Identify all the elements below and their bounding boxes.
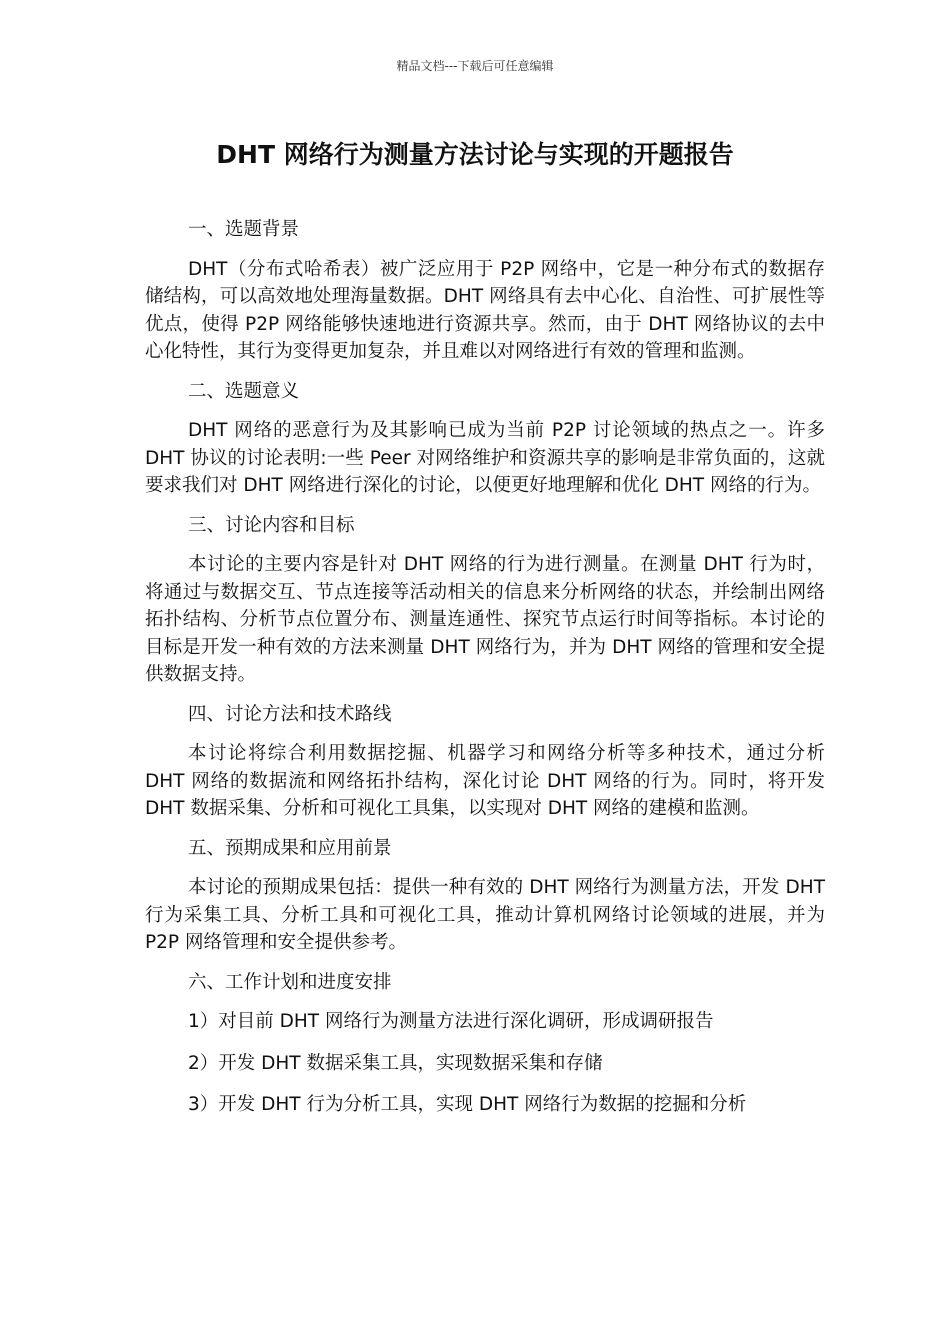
section-paragraph: 本讨论将综合利用数据挖掘、机器学习和网络分析等多种技术，通过分析 DHT 网络的数据流和网络拓扑结构，深化讨论 DHT 网络的行为。同时，将开发 DHT 数据采集、分析和可视化工具集，以实现对 DHT 网络的建模和监测。 xyxy=(145,743,825,819)
plan-item: 3）开发 DHT 行为分析工具，实现 DHT 网络行为数据的挖掘和分析 xyxy=(188,1094,747,1115)
section-heading: 五、预期成果和应用前景 xyxy=(188,837,392,859)
section-background xyxy=(145,216,825,366)
plan-item: 2）开发 DHT 数据采集工具，实现数据采集和存储 xyxy=(188,1052,603,1074)
section-heading: 六、工作计划和进度安排 xyxy=(188,971,392,993)
section-work-plan xyxy=(145,969,825,1119)
section-paragraph: 本讨论的主要内容是针对 DHT 网络的行为进行测量。在测量 DHT 行为时，将通过与数据交互、节点连接等活动相关的信息来分析网络的状态，并绘制出网络拓扑结构、分析节点位置分布、测量连通性、探究节点运行时间等指标。本讨论的目标是开发一种有效的方法来测量 DHT 网络行为，并为 DHT 网络的管理和安全提供数据支持。 xyxy=(145,554,825,685)
section-paragraph: 本讨论的预期成果包括：提供一种有效的 DHT 网络行为测量方法，开发 DHT 行为采集工具、分析工具和可视化工具，推动计算机网络讨论领域的进展，并为 P2P 网络管理和安全提供参考。 xyxy=(145,877,825,953)
document-title: DHT 网络行为测量方法讨论与实现的开题报告 xyxy=(216,140,734,169)
plan-item: 1）对目前 DHT 网络行为测量方法进行深化调研，形成调研报告 xyxy=(188,1011,714,1032)
document-body xyxy=(145,216,825,1133)
section-heading: 三、讨论内容和目标 xyxy=(188,514,355,536)
section-paragraph: DHT（分布式哈希表）被广泛应用于 P2P 网络中，它是一种分布式的数据存储结构，可以高效地处理海量数据。DHT 网络具有去中心化、自治性、可扩展性等优点，使得 P2P 网络能够快速地进行资源共享。然而，由于 DHT 网络协议的去中心化特性，其行为变得更加复杂，并且难以对网络进行有效的管理和监测。 xyxy=(145,258,825,362)
section-content-goals xyxy=(145,512,825,689)
section-methods xyxy=(145,701,825,823)
section-heading: 四、讨论方法和技术路线 xyxy=(188,703,392,725)
section-significance xyxy=(145,378,825,500)
section-heading: 二、选题意义 xyxy=(188,380,300,402)
section-paragraph: DHT 网络的恶意行为及其影响已成为当前 P2P 讨论领域的热点之一。许多 DHT 协议的讨论表明:一些 Peer 对网络维护和资源共享的影响是非常负面的，这就要求我们对 DHT 网络进行深化的讨论，以便更好地理解和优化 DHT 网络的行为。 xyxy=(145,420,825,496)
section-outcomes xyxy=(145,835,825,957)
section-heading: 一、选题背景 xyxy=(188,219,300,240)
header-note: 精品文档---下载后可任意编辑 xyxy=(396,59,554,73)
